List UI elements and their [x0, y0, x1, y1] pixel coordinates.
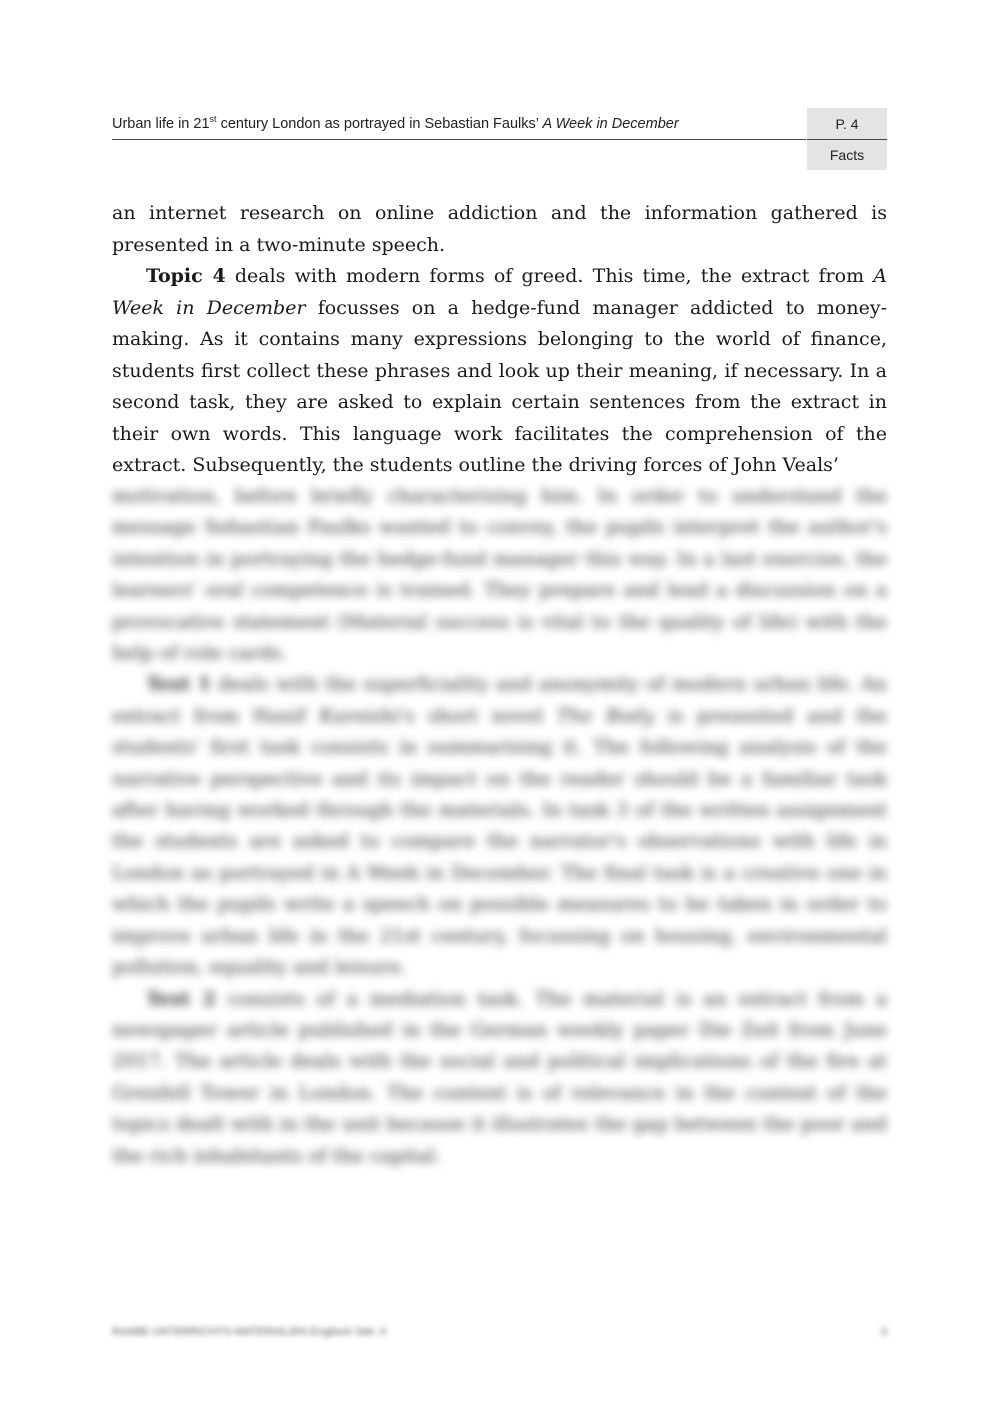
header-title-mid: century London as portrayed in Sebastian Faulks’ — [216, 116, 543, 132]
body-text — [112, 198, 887, 482]
section-label-box — [807, 140, 887, 170]
topic-label: Topic 4 — [146, 265, 226, 287]
book-title: A Week in December — [112, 265, 887, 319]
header-rule — [112, 139, 806, 140]
section-label: Facts — [829, 147, 865, 163]
page-number-box — [807, 108, 887, 140]
header-title-italic: A Week in December — [542, 116, 679, 132]
blurred-text: motivation, before briefly characterising him. In order to understand the message Sebastian Faulks wanted to convey, the pupils interpret the author's intention in portraying the hedge-fund manager this way. In a last exercise, the learners' oral competence is trained. They prepare and lead a discussion on a provocative statement (Material success is vital to the quality of life) with the help of role cards. Text 1 deals with the superficiality and anonymity of modern urban life. An extract from Hanif Kureishi's short novel The Body is presented and the students' first task consists in summarising it. The following analysis of the narrative perspective and its impact on the reader should be a familiar task after having worked through the materials. In task 3 of the written assignment the students are asked to compare the narrator's observations with life in London as portrayed in A Week in December. The final task is a creative one in which the pupils write a speech on possible measures to be taken in order to improve urban life in the 21st century, focussing on housing, environmental pollution, equality and leisure. Text 2 consists of a mediation task. The material is an extract from a newspaper article published in the German weekly paper Die Zeit from June 2017. The article deals with the social and political implications of the fire at Grenfell Tower in London. The content is of relevance in the context of the topics dealt with in the unit because it illustrates the gap between the poor and the rich inhabitants of the capital. — [112, 485, 888, 1167]
page-number: P. 4 — [835, 115, 859, 132]
paragraph-1: an internet research on online addiction and the information gathered is presented in a two-minute speech. — [112, 202, 887, 256]
running-header — [112, 114, 806, 132]
header-title-sup: st — [209, 114, 217, 124]
header-title-pre: Urban life in 21 — [112, 116, 210, 132]
page-footer: RAABE UNTERRICHTS-MATERIALIEN Englisch Sek. II 3 — [112, 1326, 887, 1338]
paragraph-2: Topic 4 deals with modern forms of greed. This time, the extract from A Week in December focusses on a hedge-fund manager addicted to money-making. As it contains many expressions belonging to the world of finance, students first collect these phrases and look up their meaning, if necessary. In a second task, they are asked to explain certain sentences from the extract in their own words. This language work facilitates the comprehension of the extract. Subsequently, the students outline the driving forces of John Veals’ — [112, 265, 888, 476]
